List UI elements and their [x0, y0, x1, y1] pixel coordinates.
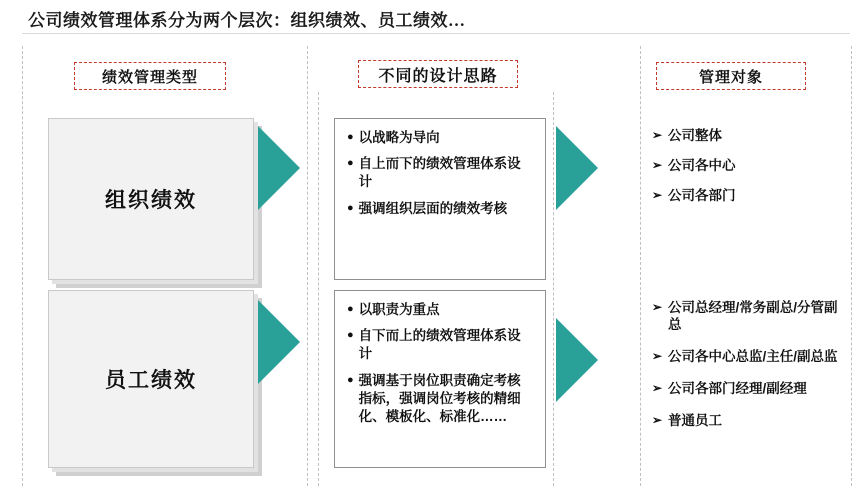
- idea-text: 以战略为导向: [358, 130, 440, 145]
- idea-item: [347, 372, 533, 427]
- object-text: 公司各部门: [668, 187, 736, 203]
- block-face: [48, 118, 254, 280]
- object-text: 公司总经理/常务副总/分管副总: [668, 300, 838, 332]
- idea-item: [347, 200, 533, 218]
- arrow-bullet-icon: ➢: [652, 348, 663, 363]
- arrow-bullet-icon: ➢: [652, 128, 663, 142]
- object-text: 公司各中心总监/主任/副总监: [668, 348, 838, 364]
- idea-text: 强调基于岗位职责确定考核指标，强调岗位考核的精细化、模板化、标准化……: [358, 372, 521, 425]
- list-item: [652, 413, 842, 430]
- arrow-bullet-icon: ➢: [652, 412, 663, 427]
- list-item: [652, 349, 842, 366]
- title-divider: [22, 33, 850, 34]
- arrow-bullet-icon: ➢: [652, 157, 663, 172]
- idea-text: 以职责为重点: [358, 302, 440, 317]
- idea-item: [347, 327, 533, 363]
- ideas-box-organizational: [334, 118, 546, 280]
- arrow-bullet-icon: ➢: [652, 300, 663, 314]
- bullet-icon: ●: [347, 329, 354, 342]
- object-text: 公司各中心: [668, 157, 736, 173]
- objects-list-employee: [652, 300, 842, 444]
- list-item: [652, 300, 842, 334]
- idea-text: 强调组织层面的绩效考核: [358, 200, 508, 216]
- arrow-bullet-icon: ➢: [652, 380, 663, 395]
- idea-item: [347, 155, 533, 191]
- ideas-box-employee: [334, 290, 546, 468]
- list-item: [652, 158, 842, 175]
- idea-item: [347, 301, 533, 319]
- bullet-icon: ●: [347, 157, 354, 170]
- object-text: 公司各部门经理/副经理: [668, 380, 807, 396]
- block-face: [48, 290, 254, 468]
- list-item: [652, 188, 842, 205]
- list-item: [652, 381, 842, 398]
- category-label: 组织绩效: [105, 189, 197, 212]
- bullet-icon: ●: [347, 303, 354, 315]
- category-label: 员工绩效: [105, 369, 197, 392]
- header-design-ideas: 不同的设计思路: [358, 60, 518, 88]
- idea-item: [347, 129, 533, 147]
- page-title: 公司绩效管理体系分为两个层次：组织绩效、员工绩效…: [28, 11, 466, 30]
- arrow-right-icon: [258, 126, 300, 210]
- header-management-object: 管理对象: [656, 62, 806, 90]
- bullet-icon: ●: [347, 373, 354, 386]
- idea-text: 自下而上的绩效管理体系设计: [358, 328, 521, 362]
- list-item: [652, 128, 842, 145]
- bullet-icon: ●: [347, 131, 354, 143]
- arrow-right-icon: [556, 126, 598, 210]
- object-text: 普通员工: [668, 412, 722, 428]
- object-text: 公司整体: [668, 128, 722, 143]
- idea-text: 自上而下的绩效管理体系设计: [358, 156, 521, 190]
- arrow-right-icon: [556, 318, 598, 402]
- objects-list-organizational: [652, 128, 842, 218]
- arrow-right-icon: [258, 300, 300, 384]
- bullet-icon: ●: [347, 201, 354, 214]
- arrow-bullet-icon: ➢: [652, 187, 663, 202]
- header-performance-type: 绩效管理类型: [74, 62, 226, 90]
